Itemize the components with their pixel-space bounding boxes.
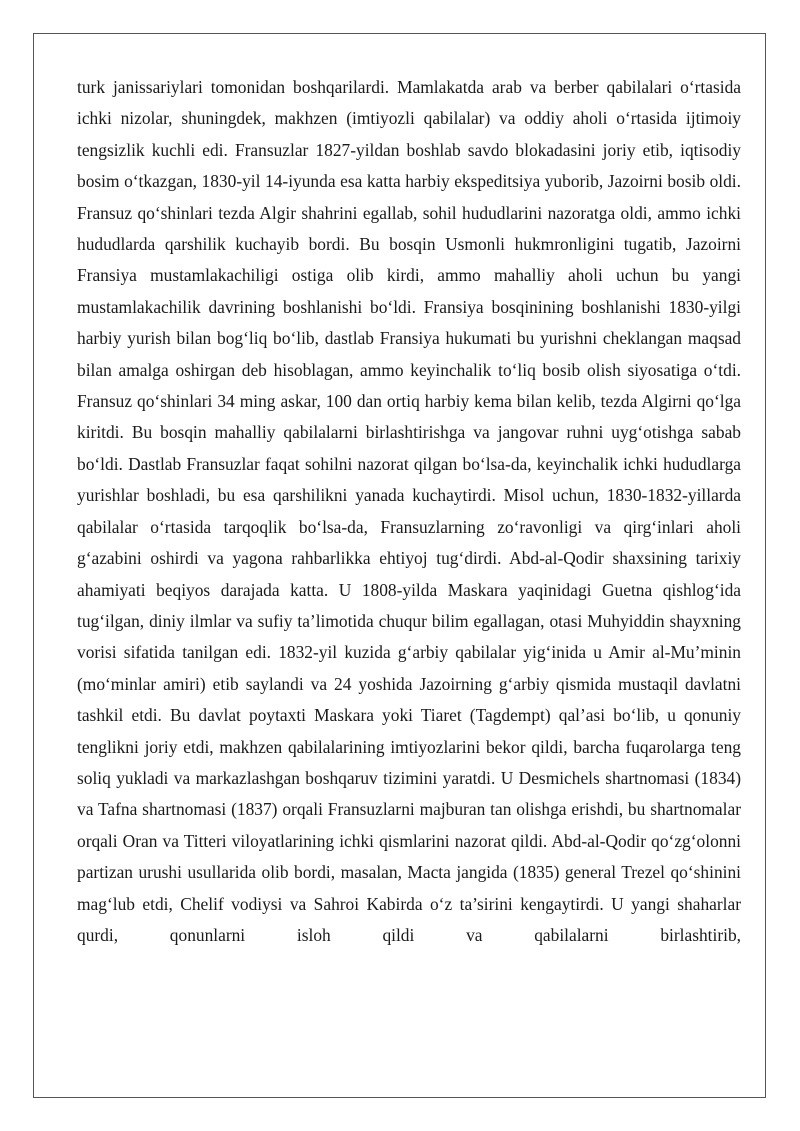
body-paragraph: turk janissariylari tomonidan boshqarilardi. Mamlakatda arab va berber qabilalari o‘rtasida ichki nizolar, shuningdek, makhzen (imtiyozli qabilalar) va oddiy aholi o‘rtasida ijtimoiy tengsizlik kuchli edi. Fransuzlar 1827-yildan boshlab savdo blokadasini joriy etib, iqtisodiy bosim o‘tkazgan, 1830-yil 14-iyunda esa katta harbiy ekspeditsiya yuborib, Jazoirni bosib oldi. Fransuz qo‘shinlari tezda Algir shahrini egallab, sohil hududlarini nazoratga oldi, ammo ichki hududlarda qarshilik kuchayib bordi. Bu bosqin Usmonli hukmronligini tugatib, Jazoirni Fransiya mustamlakachiligi ostiga olib kirdi, ammo mahalliy aholi uchun bu yangi mustamlakachilik davrining boshlanishi bo‘ldi. Fransiya bosqinining boshlanishi 1830-yilgi harbiy yurish bilan bog‘liq bo‘lib, dastlab Fransiya hukumati bu yurishni cheklangan maqsad bilan amalga oshirgan deb hisoblagan, ammo keyinchalik to‘liq bosib olish siyosatiga o‘tdi. Fransuz qo‘shinlari 34 ming askar, 100 dan ortiq harbiy kema bilan kelib, tezda Algirni qo‘lga kiritdi. Bu bosqin mahalliy qabilalarni birlashtirishga va jangovar ruhni uyg‘otishga sabab bo‘ldi. Dastlab Fransuzlar faqat sohilni nazorat qilgan bo‘lsa-da, keyinchalik ichki hududlarga yurishlar boshladi, bu esa qarshilikni yanada kuchaytirdi. Misol uchun, 1830-1832-yillarda qabilalar o‘rtasida tarqoqlik bo‘lsa-da, Fransuzlarning zo‘ravonligi va qirg‘inlari aholi g‘azabini oshirdi va yagona rahbarlikka ehtiyoj tug‘dirdi. Abd-al-Qodir shaxsining tarixiy ahamiyati beqiyos darajada katta. U 1808-yilda Maskara yaqinidagi Guetna qishlog‘ida tug‘ilgan, diniy ilmlar va sufiy ta’limotida chuqur bilim egallagan, otasi Muhyiddin shayxning vorisi sifatida tanilgan edi. 1832-yil kuzida g‘arbiy qabilalar yig‘inida u Amir al-Mu’minin (mo‘minlar amiri) etib saylandi va 24 yoshida Jazoirning g‘arbiy qismida mustaqil davlatni tashkil etdi. Bu davlat poytaxti Maskara yoki Tiaret (Tagdempt) qal’asi bo‘lib, u qonuniy tenglikni joriy etdi, makhzen qabilalarining imtiyozlarini bekor qildi, barcha fuqarolarga teng soliq yukladi va markazlashgan boshqaruv tizimini yaratdi. U Desmichels shartnomasi (1834) va Tafna shartnomasi (1837) orqali Fransuzlarni majburan tan olishga erishdi, bu shartnomalar orqali Oran va Titteri viloyatlarining ichki qismlarini nazorat qildi. Abd-al-Qodir qo‘zg‘olonni partizan urushi usullarida olib bordi, masalan, Macta jangida (1835) general Trezel qo‘shinini mag‘lub etdi, Chelif vodiysi va Sahroi Kabirda o‘z ta’sirini kengaytirdi. U yangi shaharlar qurdi, qonunlarni isloh qildi va qabilalarni birlashtirib, <box>77 77 741 945</box>
